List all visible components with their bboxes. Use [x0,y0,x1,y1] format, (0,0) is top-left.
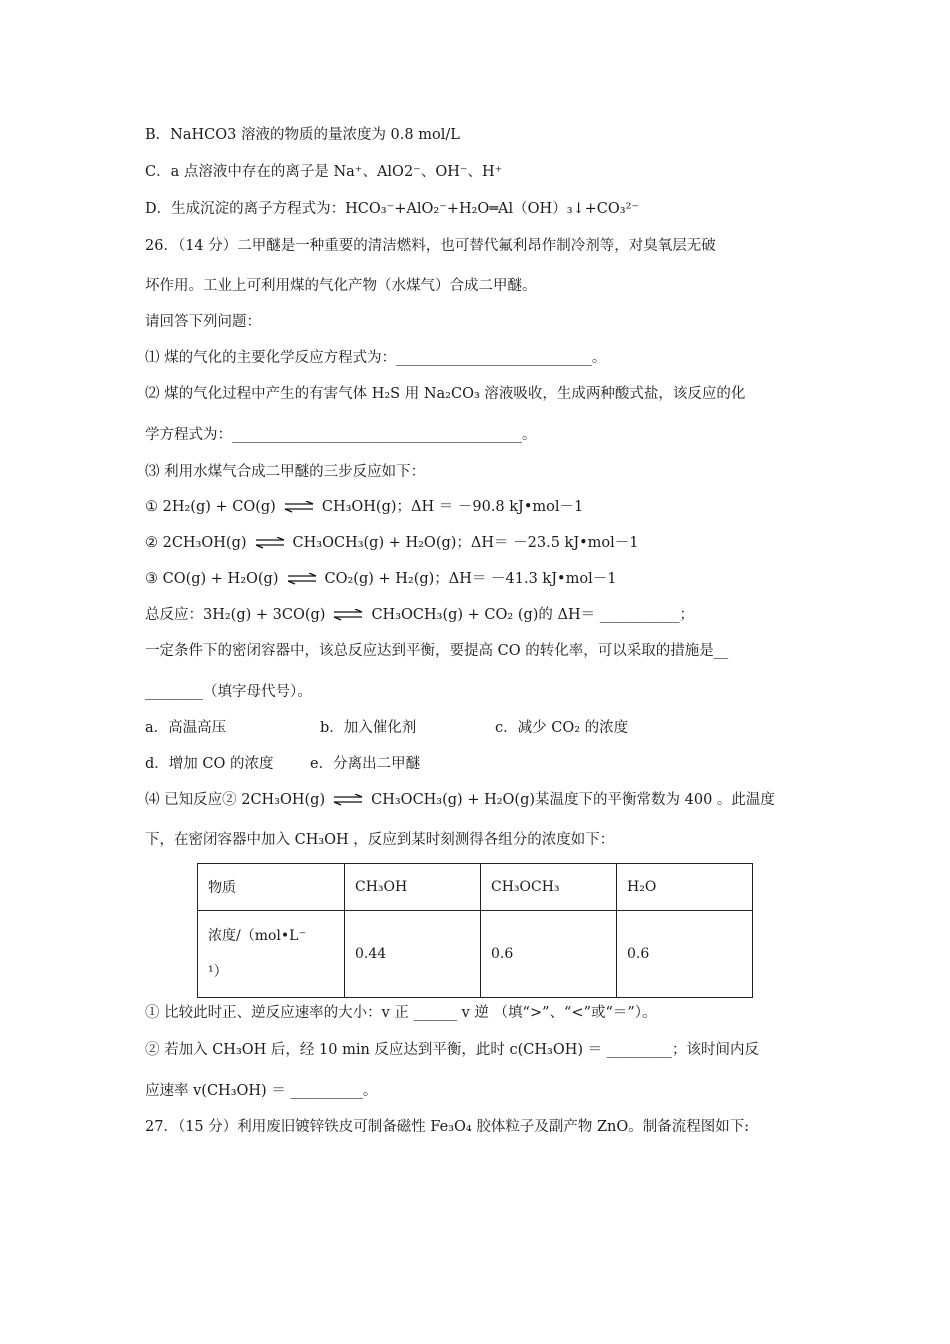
options-de [145,754,420,774]
total-reaction-left: 总反应：3H₂(g) + 3CO(g) [145,607,326,623]
q26-part4-line2: 下，在密闭容器中加入 CH₃OH ，反应到某时刻测得各组分的浓度如下： [145,832,615,848]
header-substance: 物质 [198,864,345,911]
q26-intro-line2: 坏作用。工业上可利用煤的气化产物（水煤气）合成二甲醚。 [145,278,537,294]
choice-b: b．加入催化剂 [320,720,417,736]
q26-part2-line2: 学方程式为：________________________________________。 [145,427,537,443]
q26-part2-line1: ⑵ 煤的气化过程中产生的有害气体 H₂S 用 Na₂CO₃ 溶液吸收，生成两种酸式盐，该反应的化 [145,386,746,402]
table-header-row [198,864,753,911]
reaction-1-left: ① 2H₂(g) + CO(g) [145,499,276,515]
total-reaction-right: CH₃OCH₃(g) + CO₂ (g)的 ΔH＝ ___________； [371,607,694,623]
part4-right: CH₃OCH₃(g) + H₂O(g)某温度下的平衡常数为 400 。此温度 [371,792,775,808]
option-d: D．生成沉淀的离子方程式为：HCO₃⁻+AlO₂⁻+H₂O═Al（OH）₃↓+CO₃²⁻ [145,201,640,217]
measure-line1: 一定条件下的密闭容器中，该总反应达到平衡，要提高 CO 的转化率，可以采取的措施是__ [145,643,729,659]
equilibrium-arrow-icon [284,501,314,513]
equilibrium-arrow-icon [287,573,317,585]
row-label [198,911,345,998]
measure-line2: ________（填字母代号）。 [145,684,312,700]
q27-intro: 27．（15 分）利用废旧镀锌铁皮可制备磁性 Fe₃O₄ 胶体粒子及副产物 ZnO。制备流程图如下: [145,1119,750,1135]
equilibrium-arrow-icon [333,794,363,806]
q26-part4-line1 [145,790,775,810]
part4-left: ⑷ 已知反应② 2CH₃OH(g) [145,792,326,808]
q26-part1: ⑴ 煤的气化的主要化学反应方程式为：___________________________。 [145,350,607,366]
equilibrium-arrow-icon [333,609,363,621]
q26-prompt: 请回答下列问题： [145,314,261,330]
reaction-3 [145,569,616,589]
reaction-1 [145,497,583,517]
reaction-3-left: ③ CO(g) + H₂O(g) [145,571,279,587]
table-row [198,911,753,998]
header-ch3och3: CH₃OCH₃ [481,864,617,911]
reaction-2-left: ② 2CH₃OH(g) [145,535,247,551]
value-h2o: 0.6 [617,911,753,998]
header-h2o: H₂O [617,864,753,911]
reaction-1-right: CH₃OH(g)；ΔH ＝ －90.8 kJ•mol－1 [321,499,584,515]
value-ch3oh: 0.44 [345,911,481,998]
choice-a: a．高温高压 [145,720,227,736]
reaction-2 [145,533,639,553]
value-ch3och3: 0.6 [481,911,617,998]
reaction-2-right: CH₃OCH₃(g) + H₂O(g)；ΔH＝ －23.5 kJ•mol－1 [292,535,639,551]
options-abc [145,718,628,738]
reaction-3-right: CO₂(g) + H₂(g)；ΔH＝ －41.3 kJ•mol－1 [324,571,617,587]
q26-part3: ⑶ 利用水煤气合成二甲醚的三步反应如下： [145,464,426,480]
header-ch3oh: CH₃OH [345,864,481,911]
choice-e: e．分离出二甲醚 [310,756,421,772]
choice-c: c．减少 CO₂ 的浓度 [495,720,629,736]
concentration-table [197,863,753,998]
row-label-line2: ¹） [208,964,228,980]
subquestion-2-line2: 应速率 v(CH₃OH) ＝ __________。 [145,1083,378,1099]
subquestion-1: ① 比较此时正、逆反应速率的大小：v 正 ______ v 逆 （填“>”、“<”或“＝”）。 [145,1005,657,1021]
q26-intro-line1: 26．（14 分）二甲醚是一种重要的清洁燃料，也可替代氟利昂作制冷剂等，对臭氧层无破 [145,238,716,254]
subquestion-2-line1: ② 若加入 CH₃OH 后，经 10 min 反应达到平衡，此时 c(CH₃OH) ＝ _________；该时间内反 [145,1042,760,1058]
option-b: B．NaHCO3 溶液的物质的量浓度为 0.8 mol/L [145,127,460,143]
row-label-line1: 浓度/（mol•L⁻ [208,928,306,944]
option-c: C．a 点溶液中存在的离子是 Na⁺、AlO2⁻、OH⁻、H⁺ [145,164,503,180]
choice-d: d．增加 CO 的浓度 [145,756,274,772]
equilibrium-arrow-icon [255,537,285,549]
total-reaction [145,605,694,625]
